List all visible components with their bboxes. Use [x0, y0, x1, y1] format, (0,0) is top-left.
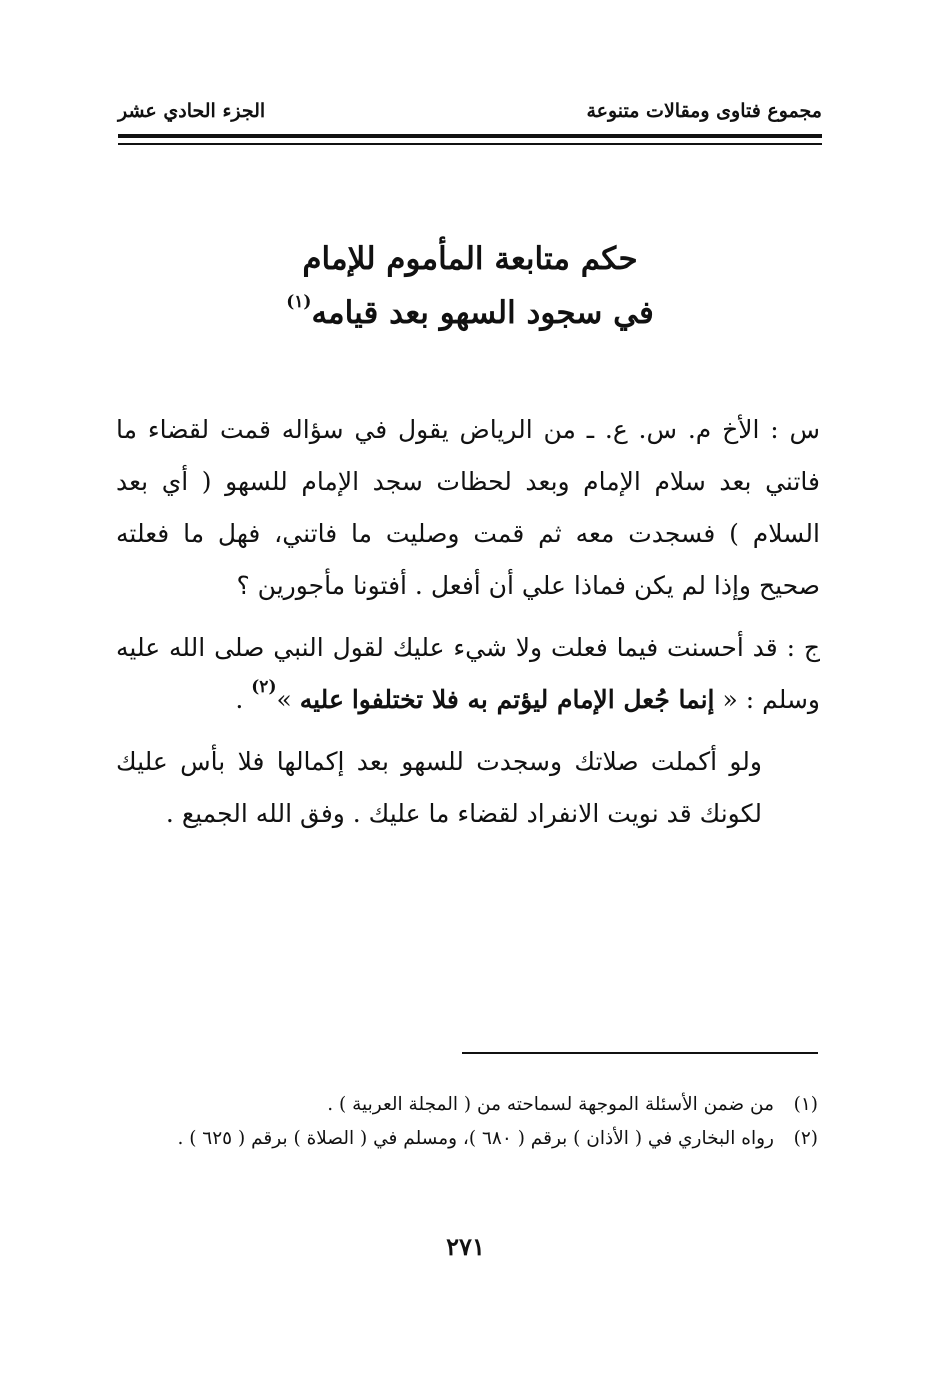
footnote-1: [112, 1088, 818, 1122]
title-line-2: [118, 286, 822, 340]
footnote-1-number: (١): [793, 1094, 818, 1115]
footnote-2-text: رواه البخاري في ( الأذان ) برقم ( ٦٨٠ )، ومسلم في ( الصلاة ) برقم ( ٦٢٥ ) .: [177, 1128, 774, 1149]
footnote-1-text: من ضمن الأسئلة الموجهة لسماحته من ( المجلة العربية ) .: [327, 1094, 774, 1115]
question-paragraph: [116, 404, 820, 612]
answer-paragraph: [116, 622, 820, 726]
book-title: مجموع فتاوى ومقالات متنوعة: [586, 100, 822, 122]
question-line-5: فماذا علي أن أفعل . أفتونا مأجورين ؟: [236, 571, 626, 600]
closing-paragraph: [116, 736, 820, 840]
title-line-1: حكم متابعة المأموم للإمام: [302, 241, 638, 277]
closing-line-2: بأس عليك لكونك قد نويت الانفراد لقضاء ما عليك . وفق الله: [116, 747, 762, 828]
hadith-text: إنما جُعل الإمام ليؤتم به فلا تختلفوا: [351, 685, 715, 714]
closing-line-1: ولو أكملت صلاتك وسجدت للسهو بعد إكمالها فلا: [237, 747, 762, 776]
article-body: [116, 404, 820, 840]
running-header: [118, 96, 822, 128]
question-line-3: الإمام للسهو ( أي بعد السلام ) فسجدت معه ثم قمت: [116, 467, 820, 548]
answer-end-period: .: [235, 685, 244, 714]
question-line-2: قمت لقضاء ما فاتني بعد سلام الإمام وبعد لحظات سجد: [116, 415, 820, 496]
question-line-4: وصليت ما فاتني، فهل ما فعلته صحيح وإذا لم يكن: [116, 519, 820, 600]
answer-line-2-prefix: صلى الله عليه وسلم : «: [116, 633, 820, 714]
page-number: ٢٧١: [446, 1232, 485, 1261]
footnote-2-number: (٢): [793, 1128, 818, 1149]
footnote-separator: [462, 1052, 818, 1054]
hadith-close-quote: »: [276, 685, 292, 714]
article-title: [118, 232, 822, 340]
footnote-2: [112, 1122, 818, 1156]
footnotes: [112, 1088, 818, 1156]
footnote-ref-1: (١): [286, 292, 312, 312]
volume-label: الجزء الحادي عشر: [118, 100, 266, 122]
hadith-text-end: عليه: [299, 685, 344, 714]
title-line-2-text: في سجود السهو بعد قيامه: [311, 295, 654, 331]
question-line-1: س : الأخ م. س. ع. ـ من الرياض يقول في سؤاله: [281, 415, 821, 444]
header-rule-thin: [118, 143, 822, 145]
answer-line-1: ج : قد أحسنت فيما فعلت ولا شيء عليك لقول النبي: [273, 633, 820, 662]
closing-line-3: الجميع .: [165, 799, 248, 828]
footnote-ref-2: (٢): [251, 677, 277, 697]
header-rule-thick: [118, 134, 822, 138]
